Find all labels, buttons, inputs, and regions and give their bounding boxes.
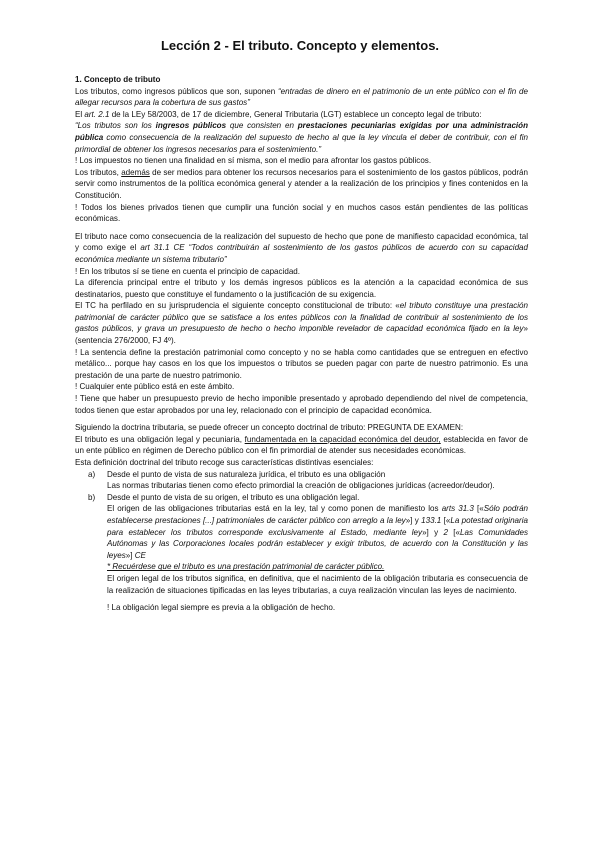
- note-paragraph: ! La sentencia define la prestación patrimonial como concepto y no se habla como cantidades que se entreguen en efectivo metálico... porque hay casos en los que los impuestos o tributos se pueden pagar con parte de nuestro patrimonio. Es una prestación de una parte de nuestro patrimonio.: [75, 347, 528, 380]
- note-paragraph: ! En los tributos sí se tiene en cuenta el principio de capacidad.: [75, 266, 301, 276]
- document-body: [75, 74, 528, 614]
- paragraph: El TC ha perfilado en su jurisprudencia el siguiente concepto constitucional de tributo: «el tributo constituye una prestación patrimonial de carácter público que se satisface a los entes públicos con la finalidad de contribuir al sostenimiento de los gastos públicos, y grava un presupuesto de hecho o hecho imponible revelador de capacidad económica fijado en la ley» (sentencia 276/2000, FJ 4º).: [75, 301, 528, 346]
- quote-paragraph: “Los tributos son los ingresos públicos que consisten en prestaciones pecuniarias exigidas por una administración pública como consecuencia de la realización del supuesto de hecho al que la ley vincula el deber de contribuir, con el fin primordial de obtener los ingresos necesarios para el sostenimiento.”: [75, 121, 528, 154]
- page-title: Lección 2 - El tributo. Concepto y elementos.: [160, 38, 440, 53]
- paragraph: El art. 2.1 de la LEy 58/2003, de 17 de diciembre, General Tributaria (LGT) establece un concepto legal de tributo:: [75, 109, 482, 119]
- list-label: b): [88, 492, 96, 502]
- list-item-b: b) Desde el punto de vista de su origen, el tributo es una obligación legal. El origen de las obligaciones tributarias está en la ley, tal y como ponen de manifiesto los arts 31.3 [«Sólo podrán establecerse prestaciones [...] patrimoniales de carácter público con arreglo a la ley»] y 133.1 [«La potestad originaria para establecer los tributos corresponde exclusivamente al Estado, mediante ley»] y 2 [«Las Comunidades Autónomas y las Corporaciones locales podrán establecer y exigir tributos, de acuerdo con la Constitución y las leyes»] CE * Recuérdese que el tributo es una prestación patrimonial de carácter público. El origen legal de los tributos significa, en definitiva, que el nacimiento de la obligación tributaria es consecuencia de la realización de situaciones tipificadas en las leyes tributarias, a cuya realización vinculan las leyes de nacimiento. ! La obligación legal siempre es previa a la obligación de hecho.: [88, 492, 529, 613]
- paragraph: Siguiendo la doctrina tributaria, se puede ofrecer un concepto doctrinal de tributo: PREGUNTA DE EXAMEN:: [75, 423, 464, 433]
- definition-paragraph: El tributo es una obligación legal y pecuniaria, fundamentada en la capacidad económica del deudor, establecida en favor de un ente público en régimen de Derecho público con el fin primordial de atender sus necesidades económicas.: [75, 434, 528, 456]
- list-item-a: a) Desde el punto de vista de sus naturaleza jurídica, el tributo es una obligación Las normas tributarias tienen como efecto primordial la creación de obligaciones jurídicas (acreedor/deudor).: [88, 469, 495, 491]
- paragraph: La diferencia principal entre el tributo y los demás ingresos públicos es la atención a la capacidad económica de sus destinatarios, puesto que constituye el fundamento o la justificación de su exigencia.: [75, 278, 528, 299]
- paragraph: Los tributos, como ingresos públicos que son, suponen “entradas de dinero en el patrimonio de un ente público con el fin de allegar recursos para la cobertura de sus gastos”: [75, 86, 528, 108]
- note-paragraph: ! Tiene que haber un presupuesto previo de hecho imponible presentado y aprobado dependiendo del nivel de competencia, todos tienen que estar aprobados por una ley, relacionado con el principio de capacidad económica.: [75, 394, 528, 415]
- paragraph: El tributo nace como consecuencia de la realización del supuesto de hecho que pone de manifiesto capacidad económica, tal y como exige el art 31.1 CE “Todos contribuirán al sostenimiento de los gastos públicos de acuerdo con su capacidad económica mediante un sistema tributario”: [75, 231, 528, 264]
- section-heading: 1. Concepto de tributo: [75, 75, 161, 84]
- paragraph: Esta definición doctrinal del tributo recoge sus características distintivas esenciales:: [75, 458, 374, 467]
- note-paragraph: ! Cualquier ente público está en este ámbito.: [75, 382, 235, 392]
- note-paragraph: ! Todos los bienes privados tienen que cumplir una función social y en muchos casos están pendientes de las políticas económicas.: [75, 202, 528, 224]
- paragraph: Los tributos, además de ser medios para obtener los recursos necesarios para el sostenimiento de los gastos públicos, podrán servir como instrumentos de la política económica general y atender a la realización de los principios y fines contenidos en la Constitución.: [75, 167, 528, 200]
- list-label: a): [88, 469, 96, 479]
- note-paragraph: ! Los impuestos no tienen una finalidad en sí misma, son el medio para afrontar los gastos públicos.: [75, 156, 432, 166]
